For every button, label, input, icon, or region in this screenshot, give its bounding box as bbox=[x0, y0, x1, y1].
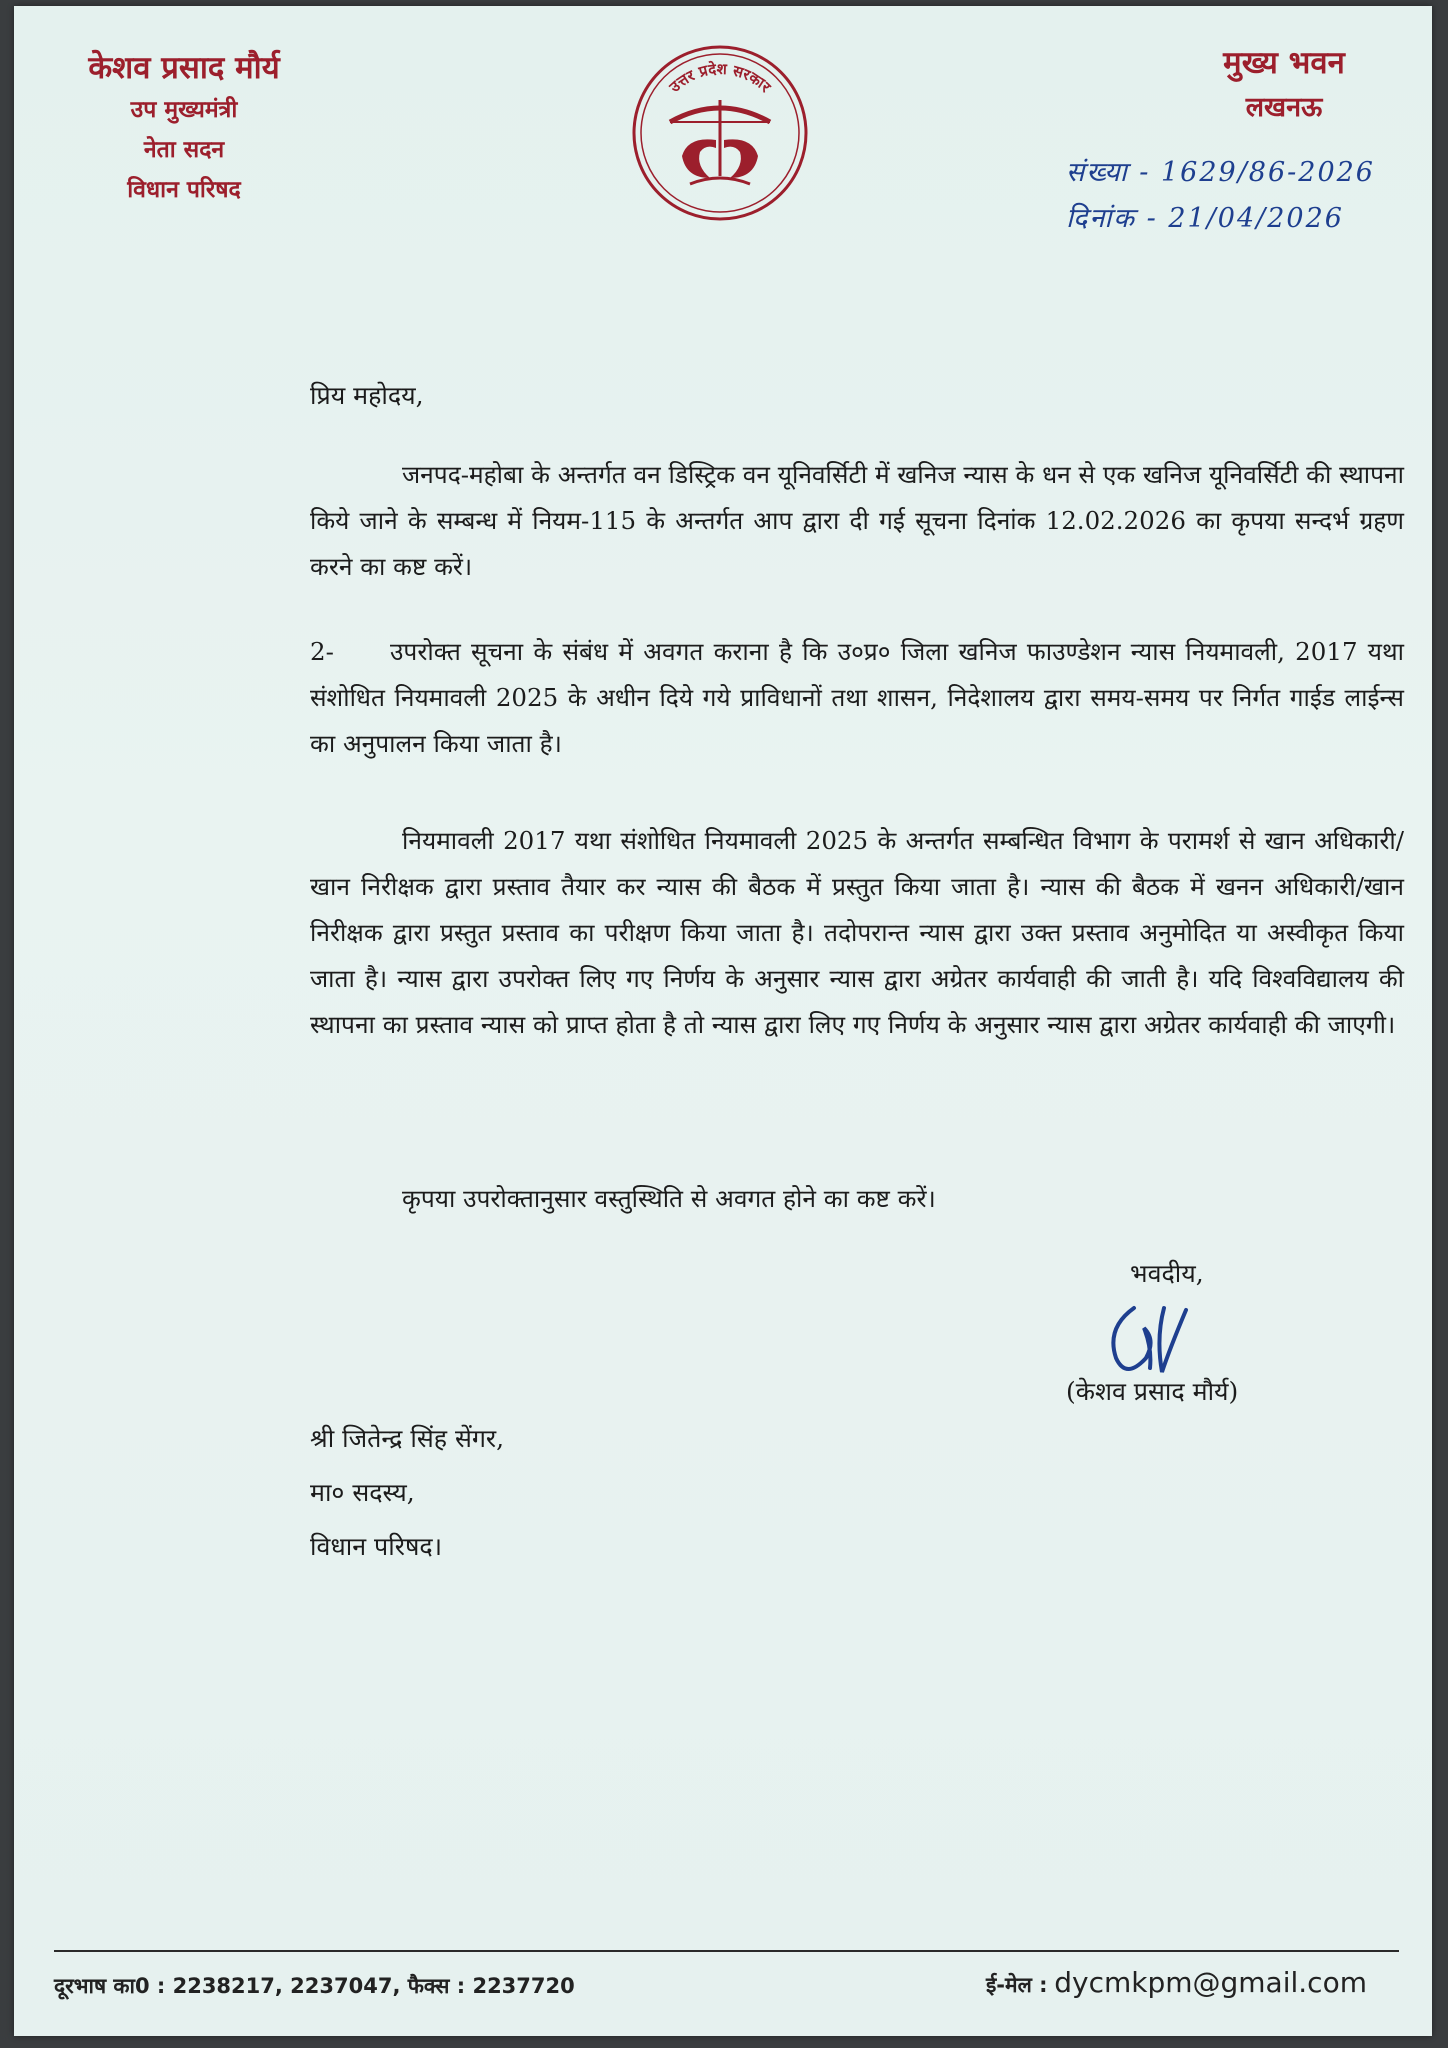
sender-office: नेता सदन bbox=[143, 137, 225, 163]
salutation: प्रिय महोदय, bbox=[310, 381, 424, 410]
valediction: भवदीय, bbox=[1130, 1259, 1204, 1288]
signature-icon bbox=[1100, 1288, 1210, 1388]
reference-number: संख्या - 1629/86-2026 bbox=[1066, 157, 1375, 188]
letter-sheet bbox=[14, 6, 1432, 2036]
paragraph-1 bbox=[310, 452, 1404, 590]
addressee-house: विधान परिषद। bbox=[310, 1532, 443, 1561]
footer-divider bbox=[54, 1950, 1399, 1952]
paragraph-4-text: कृपया उपरोक्तानुसार वस्तुस्थिति से अवगत होने का कष्ट करें। bbox=[402, 1184, 936, 1213]
footer-phone: दूरभाष का0 : 2238217, 2237047, फैक्स : 2237720 bbox=[54, 1974, 575, 1998]
sender-name: केशव प्रसाद मौर्य bbox=[88, 50, 280, 86]
address-city: लखनऊ bbox=[1245, 92, 1323, 123]
paragraph-1-text: जनपद-महोबा के अन्तर्गत वन डिस्ट्रिक वन यूनिवर्सिटी में खनिज न्यास के धन से एक खनिज यूनिवर्सिटी की स्थापना किये जाने के सम्बन्ध में नियम-115 के अन्तर्गत आप द्वारा दी गई सूचना दिनांक 12.02.2026 का कृपया सन्दर्भ ग्रहण करने का कष्ट करें। bbox=[310, 460, 1404, 581]
addressee-block bbox=[310, 1412, 504, 1574]
paragraph-2 bbox=[310, 629, 1404, 767]
address-building: मुख्य भवन bbox=[1223, 45, 1345, 81]
addressee-name: श्री जितेन्द्र सिंह सेंगर, bbox=[310, 1424, 505, 1453]
email-address[interactable]: dycmkpm@gmail.com bbox=[1054, 1966, 1367, 1999]
signatory-name: (केशव प्रसाद मौर्य) bbox=[1066, 1377, 1239, 1406]
paragraph-2-text: उपरोक्त सूचना के संबंध में अवगत कराना है कि उ०प्र० जिला खनिज फाउण्डेशन न्यास नियमावली, 2017 यथा संशोधित नियमावली 2025 के अधीन दिये गये प्राविधानों तथा शासन, निदेशालय द्वारा समय-समय पर निर्गत गाईड लाईन्स का अनुपालन किया जाता है। bbox=[310, 637, 1404, 758]
letterhead-sender bbox=[14, 46, 354, 210]
paragraph-2-number: 2- bbox=[310, 637, 334, 666]
up-government-emblem-icon bbox=[630, 44, 810, 222]
sender-house: विधान परिषद bbox=[127, 177, 241, 203]
reference-date: दिनांक - 21/04/2026 bbox=[1066, 203, 1344, 234]
sender-designation: उप मुख्यमंत्री bbox=[130, 97, 238, 123]
email-label: ई-मेल : bbox=[986, 1973, 1048, 1997]
svg-text:उत्तर प्रदेश सरकार bbox=[665, 60, 775, 97]
paragraph-3-text: नियमावली 2017 यथा संशोधित नियमावली 2025 के अन्तर्गत सम्बन्धित विभाग के परामर्श से खान अधिकारी/खान निरीक्षक द्वारा प्रस्ताव तैयार कर न्यास की बैठक में प्रस्तुत किया जाता है। न्यास की बैठक में खनन अधिकारी/खान निरीक्षक द्वारा प्रस्तुत प्रस्ताव का परीक्षण किया जाता है। तदोपरान्त न्यास द्वारा उक्त प्रस्ताव अनुमोदित या अस्वीकृत किया जाता है। न्यास द्वारा उपरोक्त लिए गए निर्णय के अनुसार न्यास द्वारा अग्रेतर कार्यवाही की जाती है। यदि विश्वविद्यालय की स्थापना का प्रस्ताव न्यास को प्राप्त होता है तो न्यास द्वारा लिए गए निर्णय के अनुसार न्यास द्वारा अग्रेतर कार्यवाही की जाएगी। bbox=[310, 826, 1405, 1039]
addressee-designation: मा० सदस्य, bbox=[310, 1478, 415, 1507]
paragraph-3 bbox=[310, 818, 1404, 1048]
footer-email bbox=[986, 1966, 1367, 1999]
letterhead-address bbox=[1154, 40, 1414, 130]
emblem-text: उत्तर प्रदेश सरकार bbox=[665, 59, 775, 96]
paragraph-4 bbox=[310, 1176, 1404, 1222]
